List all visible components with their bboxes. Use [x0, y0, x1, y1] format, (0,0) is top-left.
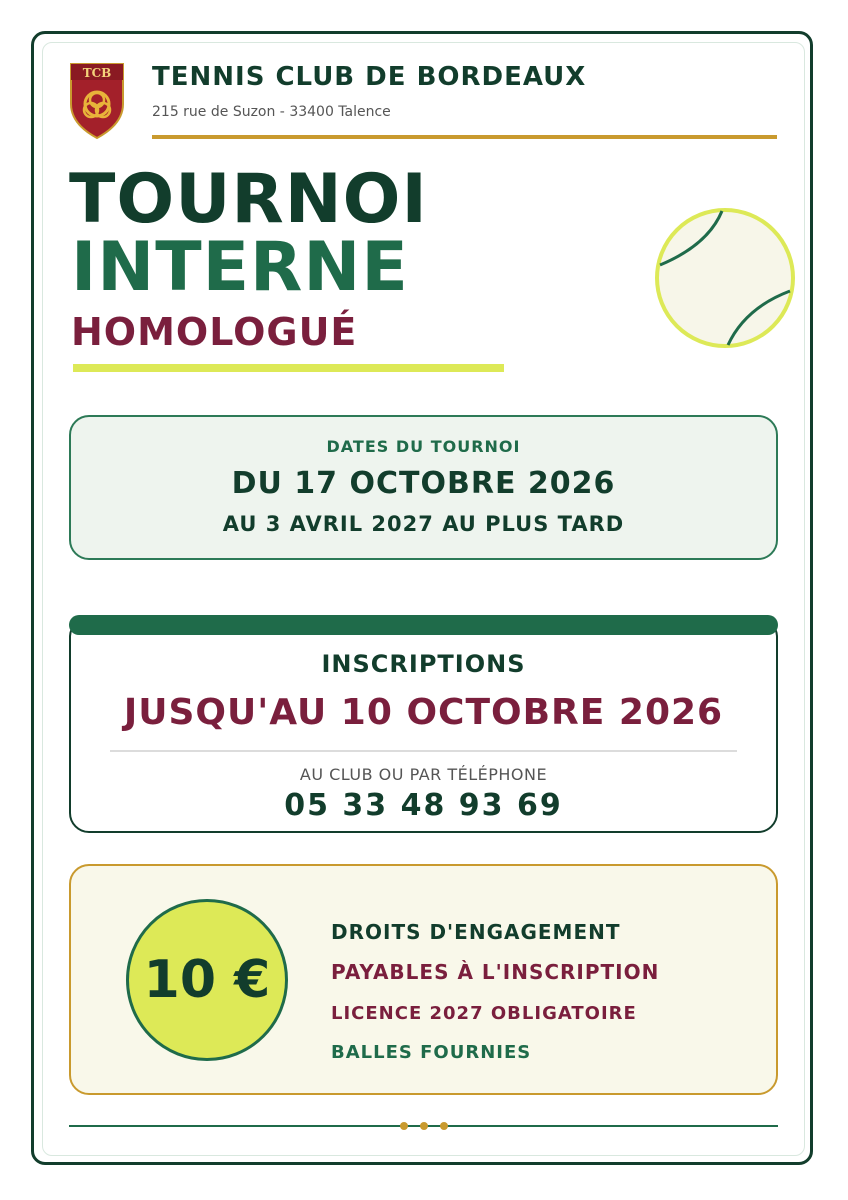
footer-dot — [420, 1122, 428, 1130]
fee-line-3: LICENCE 2027 OBLIGATOIRE — [331, 1003, 637, 1024]
inscriptions-phone: 05 33 48 93 69 — [284, 788, 563, 823]
fee-line-4: BALLES FOURNIES — [331, 1042, 532, 1063]
fee-line-1: DROITS D'ENGAGEMENT — [331, 920, 621, 944]
club-address: 215 rue de Suzon - 33400 Talence — [152, 104, 391, 120]
title-line-3: HOMOLOGUÉ — [71, 310, 358, 354]
inscriptions-deadline: JUSQU'AU 10 OCTOBRE 2026 — [123, 692, 724, 733]
dates-end: AU 3 AVRIL 2027 AU PLUS TARD — [222, 512, 625, 536]
title-line-1: TOURNOI — [69, 160, 428, 239]
club-name: TENNIS CLUB DE BORDEAUX — [152, 62, 587, 92]
footer-dot — [440, 1122, 448, 1130]
fee-badge — [126, 899, 288, 1061]
inscriptions-label: INSCRIPTIONS — [321, 650, 526, 678]
title-line-2: INTERNE — [71, 228, 409, 307]
tennis-ball-icon — [650, 203, 800, 353]
inscriptions-top-bar — [69, 615, 778, 635]
dates-label: DATES DU TOURNOI — [326, 437, 521, 456]
dates-start: DU 17 OCTOBRE 2026 — [231, 466, 616, 501]
crest-text: TCB — [82, 66, 112, 80]
title-underline — [73, 364, 504, 372]
footer-dot — [400, 1122, 408, 1130]
fee-amount: 10 € — [143, 950, 271, 1010]
header-divider — [152, 135, 777, 139]
fee-line-2: PAYABLES À L'INSCRIPTION — [331, 960, 660, 984]
inscriptions-how: AU CLUB OU PAR TÉLÉPHONE — [299, 765, 548, 784]
club-crest-icon — [67, 60, 127, 140]
inscriptions-divider — [110, 750, 737, 752]
